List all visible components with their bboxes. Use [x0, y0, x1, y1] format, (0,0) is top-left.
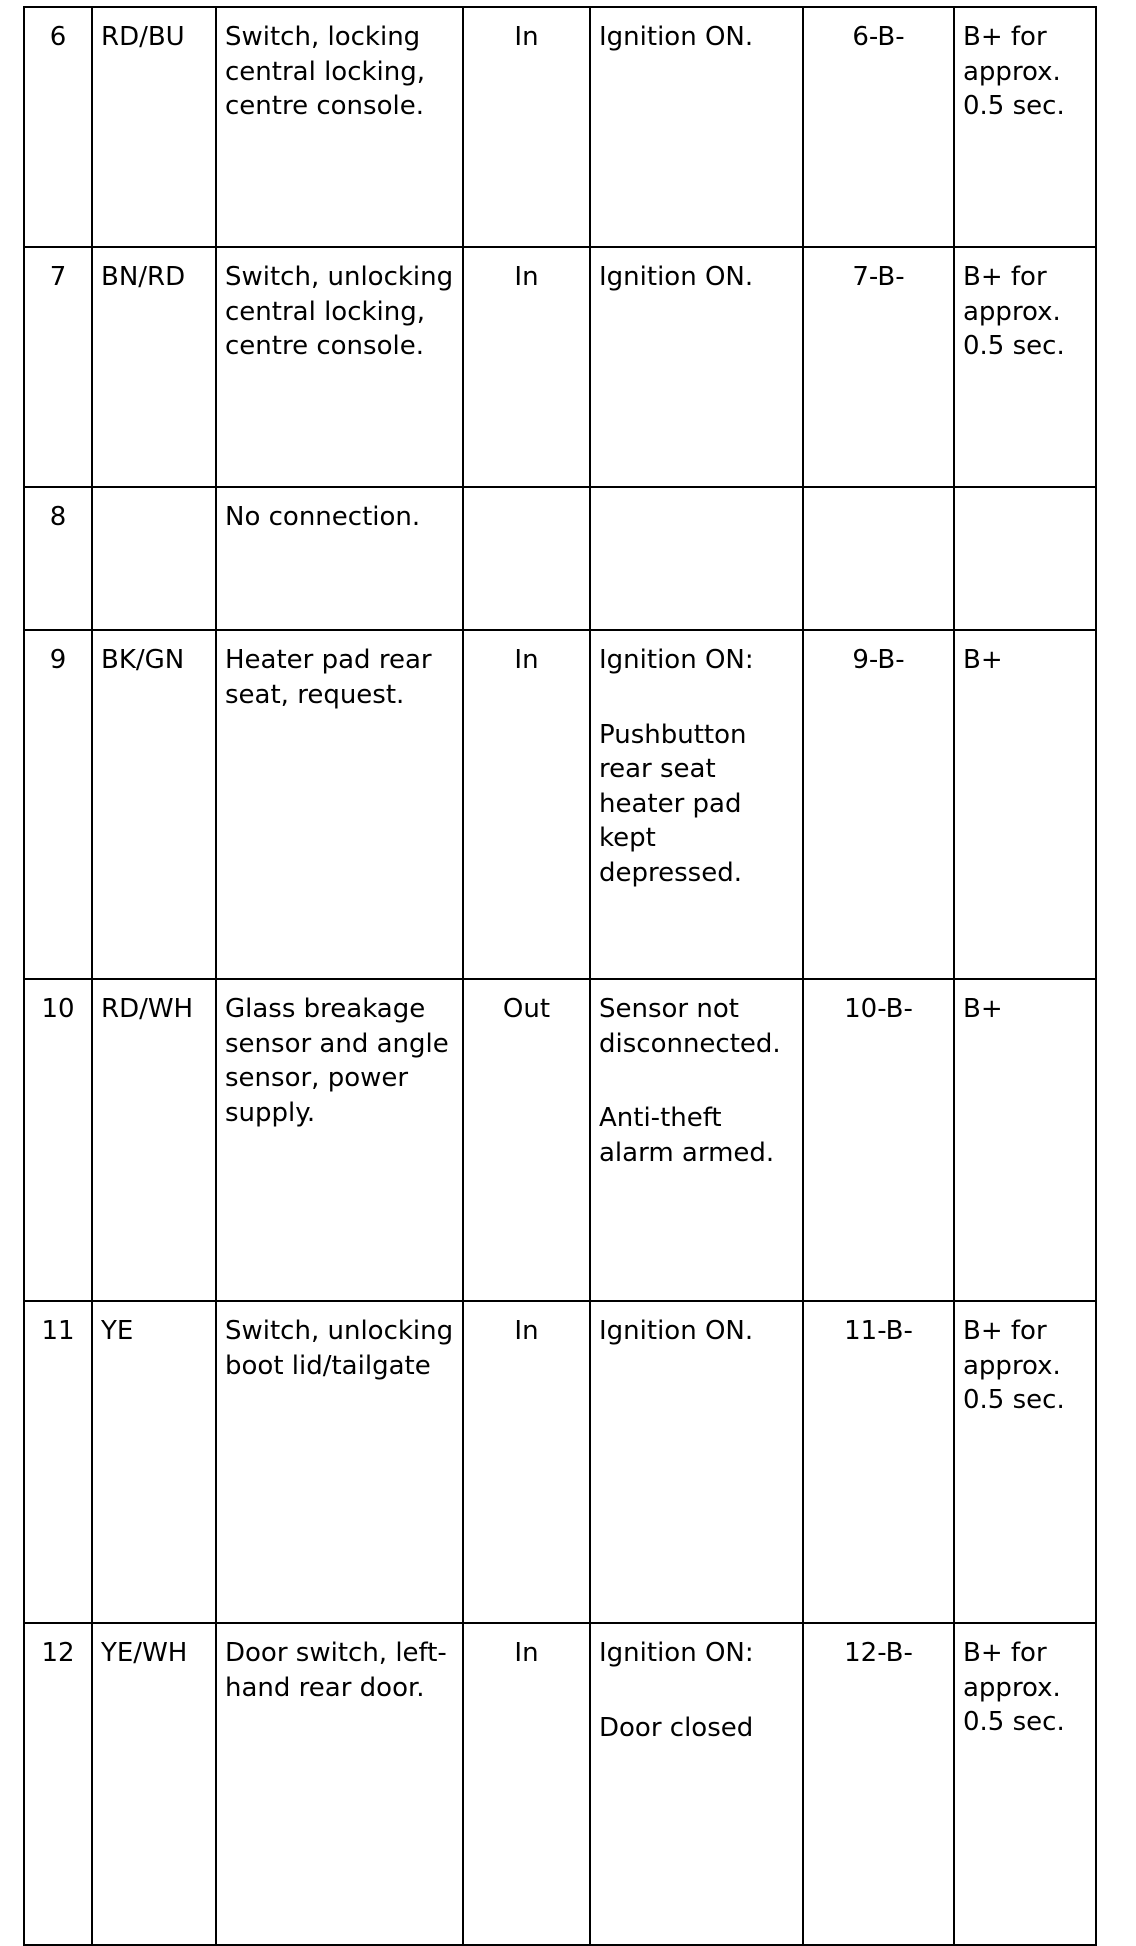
value-cell: B+: [954, 630, 1096, 979]
measure-point-cell: 12-B-: [803, 1623, 954, 1945]
pin-number-cell: 8: [24, 487, 92, 630]
pin-number-cell: 6: [24, 7, 92, 247]
condition-cell: [590, 1301, 803, 1623]
wire-colour-cell: YE: [92, 1301, 216, 1623]
measure-point-cell: [803, 487, 954, 630]
pin-number-cell: 10: [24, 979, 92, 1301]
value-cell: B+: [954, 979, 1096, 1301]
direction-cell: [463, 487, 590, 630]
condition-text: Ignition ON.: [599, 22, 754, 52]
wire-colour-cell: [92, 487, 216, 630]
condition-cell: [590, 630, 803, 979]
condition-text: Door closed: [599, 1712, 754, 1743]
condition-cell: [590, 487, 803, 630]
direction-cell: In: [463, 1301, 590, 1623]
description-cell: Switch, unlocking central locking, centre console.: [216, 247, 463, 487]
direction-cell: In: [463, 7, 590, 247]
condition-text: Ignition ON.: [599, 262, 754, 292]
measure-point-cell: 9-B-: [803, 630, 954, 979]
measure-point-cell: 6-B-: [803, 7, 954, 247]
direction-cell: In: [463, 630, 590, 979]
pin-number-cell: 11: [24, 1301, 92, 1623]
wire-colour-cell: BN/RD: [92, 247, 216, 487]
description-cell: Heater pad rear seat, request.: [216, 630, 463, 979]
condition-text: Sensor not disconnected.: [599, 994, 781, 1059]
description-cell: Switch, locking central locking, centre console.: [216, 7, 463, 247]
condition-text: Ignition ON:: [599, 645, 754, 675]
value-cell: B+ for approx. 0.5 sec.: [954, 1623, 1096, 1945]
table-row: [24, 1301, 1096, 1623]
direction-cell: In: [463, 1623, 590, 1945]
measure-point-cell: 10-B-: [803, 979, 954, 1301]
table-row: [24, 487, 1096, 630]
table-row: [24, 1623, 1096, 1945]
description-cell: Door switch, left-hand rear door.: [216, 1623, 463, 1945]
description-cell: No connection.: [216, 487, 463, 630]
condition-text: Pushbutton rear seat heater pad kept depressed.: [599, 719, 747, 888]
pin-table: [23, 6, 1097, 1946]
table-row: [24, 247, 1096, 487]
measure-point-cell: 11-B-: [803, 1301, 954, 1623]
wire-colour-cell: RD/BU: [92, 7, 216, 247]
value-cell: B+ for approx. 0.5 sec.: [954, 247, 1096, 487]
table-row: [24, 630, 1096, 979]
value-cell: B+ for approx. 0.5 sec.: [954, 7, 1096, 247]
condition-cell: [590, 247, 803, 487]
table-row: [24, 979, 1096, 1301]
table-row: [24, 7, 1096, 247]
condition-text: Ignition ON.: [599, 1316, 754, 1346]
measure-point-cell: 7-B-: [803, 247, 954, 487]
value-cell: B+ for approx. 0.5 sec.: [954, 1301, 1096, 1623]
wire-colour-cell: YE/WH: [92, 1623, 216, 1945]
value-cell: [954, 487, 1096, 630]
pin-number-cell: 12: [24, 1623, 92, 1945]
condition-cell: [590, 979, 803, 1301]
direction-cell: Out: [463, 979, 590, 1301]
description-cell: Switch, unlocking boot lid/tailgate: [216, 1301, 463, 1623]
direction-cell: In: [463, 247, 590, 487]
wire-colour-cell: RD/WH: [92, 979, 216, 1301]
condition-text: Ignition ON:: [599, 1638, 754, 1668]
wire-colour-cell: BK/GN: [92, 630, 216, 979]
condition-text: Anti-theft alarm armed.: [599, 1103, 775, 1168]
condition-cell: [590, 1623, 803, 1945]
description-cell: Glass breakage sensor and angle sensor, power supply.: [216, 979, 463, 1301]
pin-number-cell: 7: [24, 247, 92, 487]
condition-cell: [590, 7, 803, 247]
pin-number-cell: 9: [24, 630, 92, 979]
